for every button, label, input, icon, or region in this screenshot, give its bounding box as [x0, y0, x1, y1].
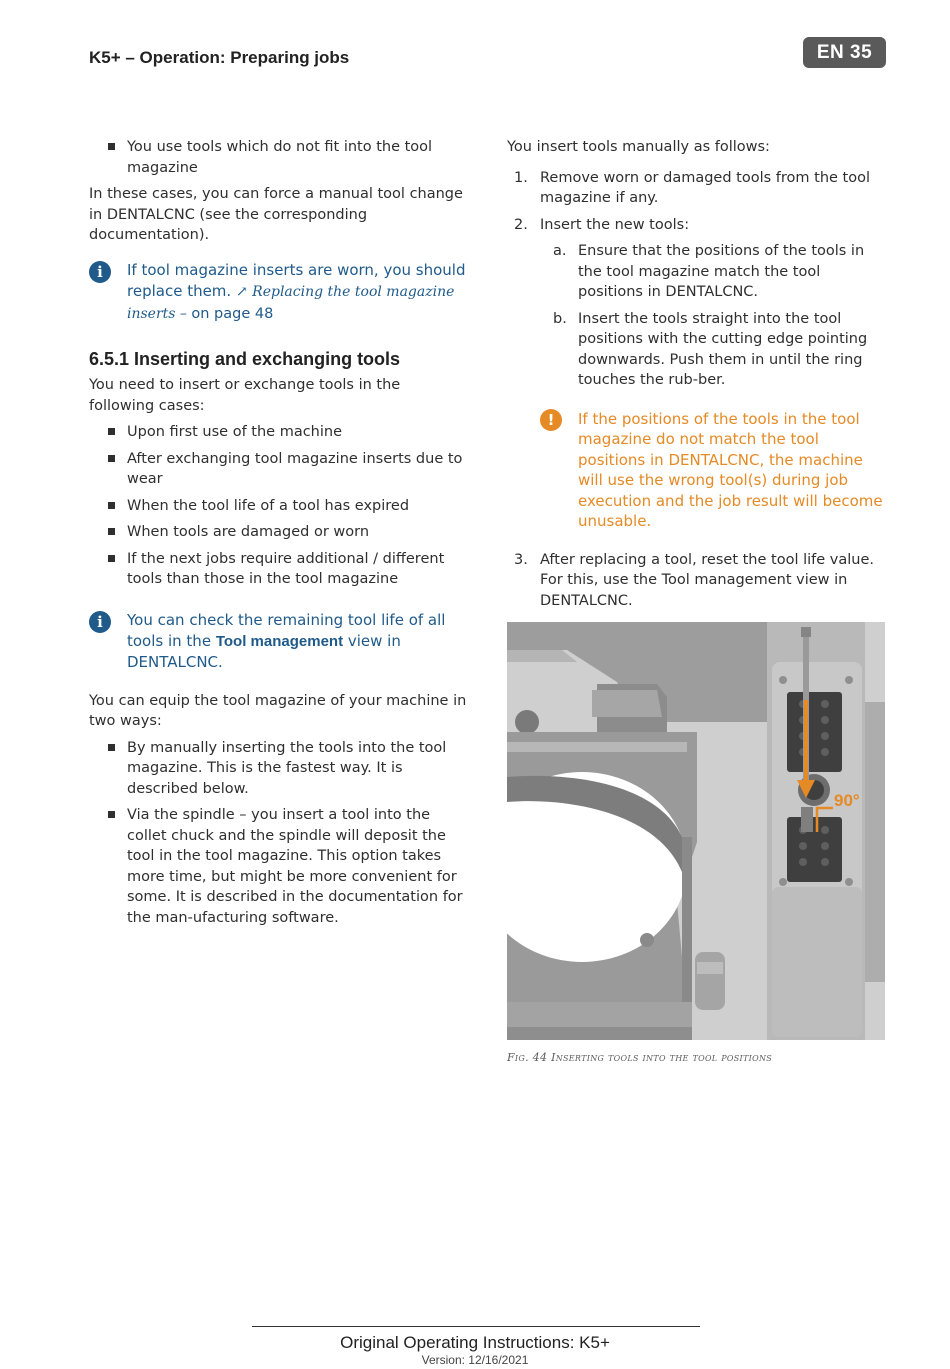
substep-letter: a. — [553, 243, 567, 259]
list-item: When the tool life of a tool has expired — [89, 496, 469, 517]
substep-item — [540, 241, 887, 303]
footer-version: Version: 12/16/2021 — [421, 1353, 529, 1367]
intro-bullet-list — [89, 137, 469, 178]
step-text: Insert the new tools: — [540, 216, 690, 233]
step-text: After replacing a tool, reset the tool life value. For this, use the Tool management view in DENTALCNC. — [540, 551, 874, 609]
tool-insertion-figure — [507, 622, 885, 1040]
info-icon: i — [89, 611, 111, 633]
step-item — [507, 215, 887, 391]
list-item: If the next jobs require additional / different tools than those in the tool magazine — [89, 549, 469, 590]
warning-note — [540, 409, 887, 532]
step-number: 1. — [514, 169, 528, 186]
figure-caption: Fig. 44 Inserting tools into the tool positions — [507, 1051, 773, 1064]
step-item — [507, 168, 887, 209]
step-item — [507, 550, 887, 612]
step-number: 3. — [514, 551, 528, 568]
list-item: You use tools which do not fit into the tool magazine — [89, 137, 469, 178]
info-note-tool-life — [89, 610, 469, 673]
page-header-title: K5+ – Operation: Preparing jobs — [89, 48, 350, 67]
substeps-list — [540, 241, 887, 391]
intro-paragraph: In these cases, you can force a manual tool change in DENTALCNC (see the corresponding documentation). — [89, 186, 463, 243]
substep-item — [540, 309, 887, 391]
list-item: Upon first use of the machine — [89, 422, 469, 443]
link-page-ref[interactable]: on page 48 — [191, 305, 274, 322]
steps-list-cont — [507, 550, 887, 612]
substep-text: Insert the tools straight into the tool positions with the cutting edge pointing downwards. Push them in until the ring touches the rub-ber. — [578, 310, 868, 388]
footer-title: Original Operating Instructions: K5+ — [340, 1333, 610, 1352]
equip-intro: You can equip the tool magazine of your machine in two ways: — [89, 692, 467, 729]
info-note-inserts — [89, 260, 469, 325]
list-item: By manually inserting the tools into the tool magazine. This is the fastest way. It is described below. — [89, 738, 469, 800]
ui-term: Tool management — [215, 632, 344, 650]
cases-intro: You need to insert or exchange tools in the following cases: — [89, 377, 401, 414]
list-item: Via the spindle – you insert a tool into the collet chuck and the spindle will deposit the tool in the tool magazine. This option takes more time, but might be more convenient for some. It is described in the documentation for the man-ufacturing software. — [89, 805, 469, 928]
section-heading: 6.5.1 Inserting and exchanging tools — [89, 348, 401, 369]
steps-intro: You insert tools manually as follows: — [507, 139, 770, 155]
equip-list — [89, 738, 469, 929]
note-text: If tool magazine inserts are worn, you should replace them. — [127, 260, 466, 300]
cases-list — [89, 422, 469, 590]
link-text: Replacing the tool magazine inserts — [127, 283, 455, 322]
right-column — [507, 137, 887, 617]
info-icon: i — [89, 261, 111, 283]
substep-letter: b. — [553, 310, 567, 327]
link-dash: – — [175, 305, 192, 322]
step-number: 2. — [514, 216, 528, 233]
note-text-after: view in DENTALCNC. — [127, 631, 401, 671]
step-text: Remove worn or damaged tools from the tool magazine if any. — [540, 169, 871, 206]
left-column — [89, 137, 469, 934]
external-link-icon: ↗ — [235, 283, 248, 300]
list-item: When tools are damaged or worn — [89, 522, 469, 543]
steps-list — [507, 168, 887, 391]
substep-text: Ensure that the positions of the tools in the tool magazine match the tool positions in DENTALCNC. — [578, 243, 865, 300]
warning-text: If the positions of the tools in the tool magazine do not match the tool positions in DENTALCNC, the machine will use the wrong tool(s) during job execution and the job result will become unusable. — [578, 409, 883, 530]
warning-icon: ! — [540, 409, 562, 431]
note-text-before: You can check the remaining tool life of all tools in the — [127, 610, 446, 650]
footer-divider — [252, 1326, 700, 1327]
page-number-badge: EN 35 — [803, 37, 886, 68]
angle-label: 90° — [834, 791, 860, 810]
list-item: After exchanging tool magazine inserts due to wear — [89, 449, 469, 490]
